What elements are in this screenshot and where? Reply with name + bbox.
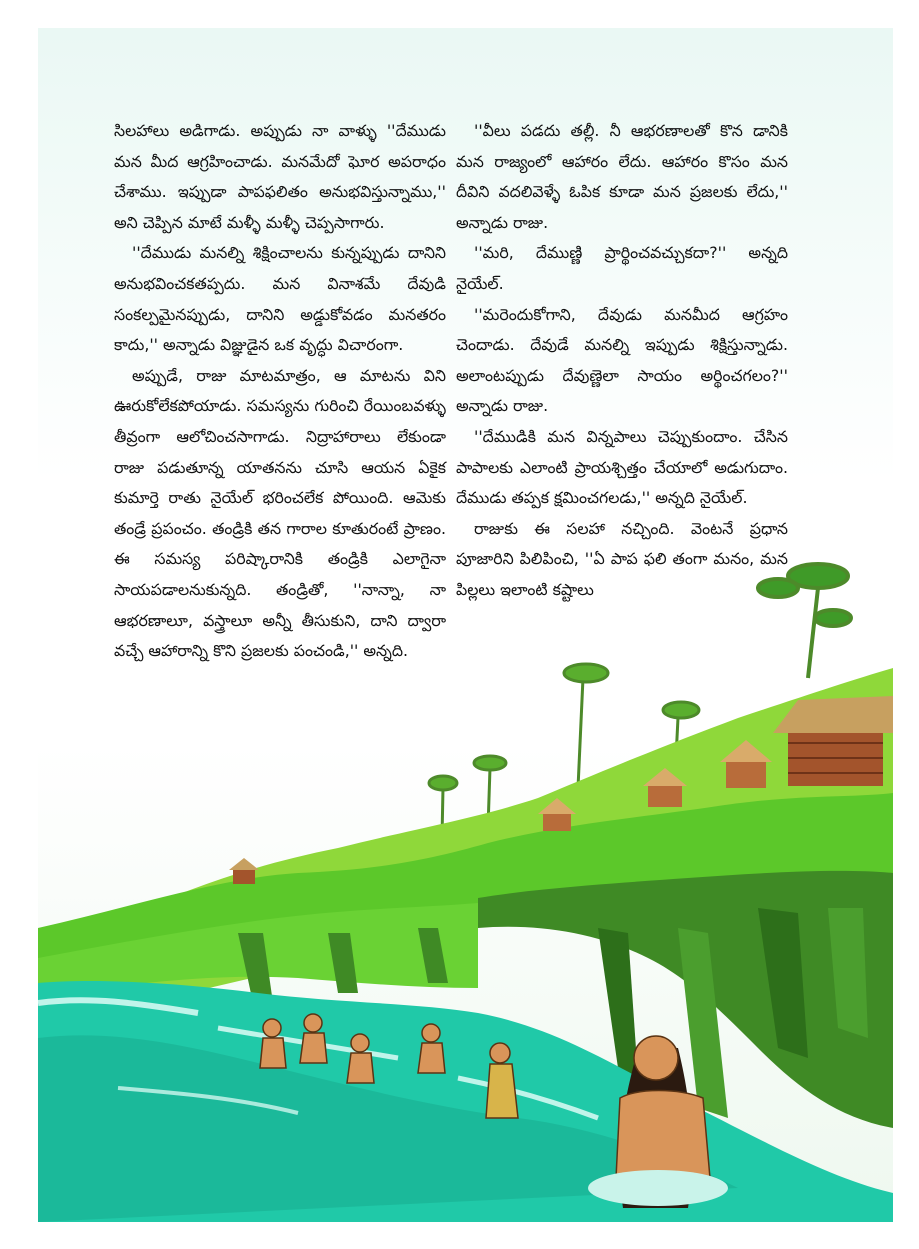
paragraph: ''మరెందుకోగాని, దేవుడు మనమీద ఆగ్రహం చెందాడు. దేవుడే మనల్ని ఇప్పుడు శిక్షిస్తున్నాడు. అలాంటప్పుడు దేవుణ్ణెలా సాయం అర్థించగలం?'' అన్నాడు రాజు. <box>456 304 788 416</box>
paragraph: ''దేముడు మనల్ని శిక్షించాలను కున్నప్పుడు దానిని అనుభవించకతప్పదు. మన వినాశమే దేవుడి సంకల్పమైనప్పుడు, దానిని అడ్డుకోవడం మనతరం కాదు,'' అన్నాడు విజ్ఞుడైన ఒక వృద్ధు విచారంగా. <box>114 243 446 355</box>
book-page <box>38 28 893 1222</box>
paragraph: రాజుకు ఈ సలహా నచ్చింది. వెంటనే ప్రధాన పూజారిని పిలిపించి, ''ఏ పాప ఫలి తంగా మనం, మన పిల్లలు ఇలాంటి కష్టాలు <box>456 518 788 599</box>
paragraph: ''దేముడికి మన విన్నపాలు చెప్పుకుందాం. చేసిన పాపాలకు ఎలాంటి ప్రాయశ్చిత్తం చేయాలో అడుగుదాం. దేముడు తప్పక క్షమించగలడు,'' అన్నది నైయేల్. <box>456 426 788 508</box>
paragraph: ''మరి, దేముణ్ణి ప్రార్థించవచ్చుకదా?'' అన్నది నైయేల్. <box>456 243 788 293</box>
text-column-right <box>456 116 788 606</box>
paragraph: ''వీలు పడదు తల్లీ. నీ ఆభరణాలతో కొన డానికి మన రాజ్యంలో ఆహారం లేదు. ఆహారం కొసం మన దీవిని వదలివెళ్ళే ఓపిక కూడా మన ప్రజలకు లేదు,'' అన్నాడు రాజు. <box>456 121 788 232</box>
paragraph: అప్పుడే, రాజు మాటమాత్రం, ఆ మాటను విని ఊరుకోలేకపోయాడు. సమస్యను గురించి రేయింబవళ్ళు తీవ్రంగా ఆలోచించసాగాడు. నిద్రాహారాలు లేకుండా రాజు పడుతూన్న యాతనను చూసి ఆయన ఏకైక కుమార్తె రాతు నైయేల్ భరించలేక పోయింది. ఆమెకు తండ్రే ప్రపంచం. తండ్రికి తన గారాల కూతురంటే ప్రాణం. ఈ సమస్య పరిష్కారానికి తండ్రికి ఎలాగైనా సాయపడాలనుకున్నది. తండ్రితో, ''నాన్నా, నా ఆభరణాలూ, వస్త్రాలూ అన్నీ తీసుకుని, దాని ద్వారా వచ్చే ఆహారాన్ని కొని ప్రజలకు పంచండి,'' అన్నది. <box>114 365 446 661</box>
paragraph: సిలహాలు అడిగాడు. అప్పుడు నా వాళ్ళు ''దేముడు మన మీద ఆగ్రహించాడు. మనమేదో ఘోర అపరాధం చేశాము. ఇప్పుడా పాపఫలితం అనుభవిస్తున్నాము,'' అని చెప్పిన మాటే మళ్ళీ మళ్ళీ చెప్పసాగారు. <box>114 121 446 232</box>
text-column-left <box>114 116 446 667</box>
hut-icon <box>773 696 893 786</box>
